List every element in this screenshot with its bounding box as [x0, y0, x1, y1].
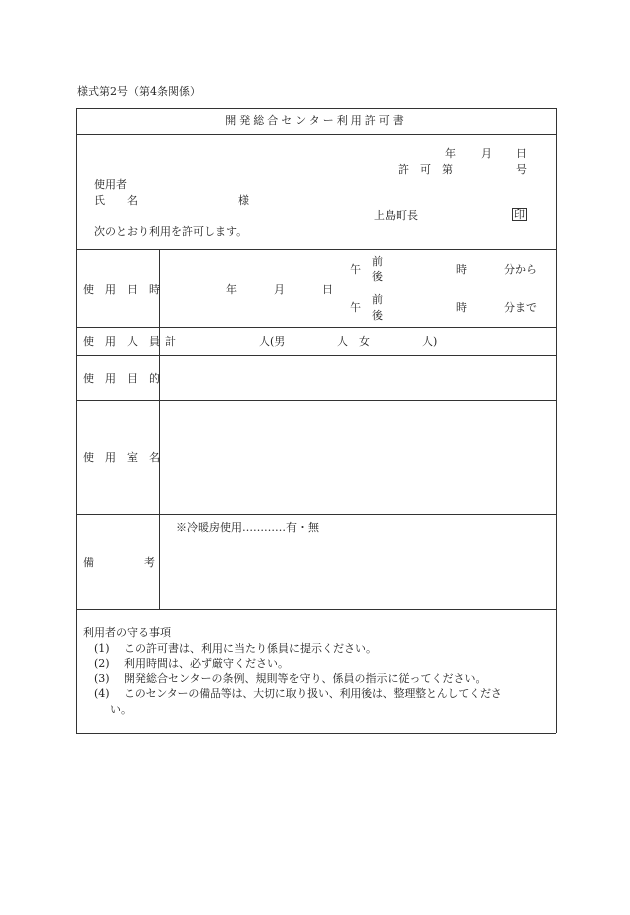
from-noon-label: 午 — [350, 263, 361, 276]
users-total-label: 計 — [165, 335, 176, 348]
name-label: 氏 名 — [94, 194, 138, 207]
document-title: 開発総合センター利用許可書 — [225, 114, 407, 127]
from-hour-label: 時 — [456, 263, 467, 276]
from-pm-label: 後 — [372, 270, 383, 283]
users-label: 使 用 人 員 — [83, 335, 160, 348]
rule-number: (3) — [94, 672, 110, 685]
remarks-label-right: 考 — [144, 556, 155, 569]
permit-number-label: 許 可 第 — [398, 163, 453, 176]
form-number: 様式第2号（第4条関係） — [77, 85, 201, 98]
permit-number-suffix: 号 — [516, 163, 527, 176]
seal-mark: 印 — [514, 208, 525, 221]
usage-datetime-label: 使 用 日 時 — [83, 283, 160, 296]
rule-text: 利用時間は、必ず厳守ください。 — [124, 657, 289, 670]
date-month-label: 月 — [481, 147, 492, 160]
users-male-label: 人(男 — [259, 335, 286, 348]
rule-number: (2) — [94, 657, 110, 670]
usage-year: 年 — [226, 283, 237, 296]
rules-title: 利用者の守る事項 — [83, 626, 171, 639]
date-day-label: 日 — [516, 147, 527, 160]
honorific: 様 — [238, 194, 249, 207]
to-minute-label: 分まで — [504, 301, 537, 314]
to-pm-label: 後 — [372, 309, 383, 322]
permission-statement: 次のとおり利用を許可します。 — [94, 225, 248, 238]
remarks-label-left: 備 — [83, 556, 94, 569]
usage-month: 月 — [274, 283, 285, 296]
users-close-label: 人) — [422, 335, 438, 348]
rule-text: このセンターの備品等は、大切に取り扱い、利用後は、整理整とんしてくださ — [124, 687, 502, 700]
date-year-label: 年 — [445, 147, 456, 160]
rule-text: 開発総合センターの条例、規則等を守り、係員の指示に従ってください。 — [124, 672, 487, 685]
issuer-name: 上島町長 — [374, 209, 418, 222]
purpose-label: 使 用 目 的 — [83, 372, 160, 385]
to-am-label: 前 — [372, 293, 383, 306]
rule-text: この許可書は、利用に当たり係員に提示ください。 — [124, 642, 377, 655]
user-label: 使用者 — [94, 178, 127, 191]
rule-text-continuation: い。 — [110, 703, 132, 716]
from-minute-label: 分から — [504, 263, 537, 276]
usage-day: 日 — [322, 283, 333, 296]
rule-number: (4) — [94, 687, 110, 700]
users-female-label: 人 女 — [337, 335, 370, 348]
room-label: 使 用 室 名 — [83, 451, 160, 464]
from-am-label: 前 — [372, 255, 383, 268]
to-noon-label: 午 — [350, 301, 361, 314]
rule-number: (1) — [94, 642, 110, 655]
to-hour-label: 時 — [456, 301, 467, 314]
remarks-note: ※冷暖房使用…………有・無 — [176, 521, 319, 534]
